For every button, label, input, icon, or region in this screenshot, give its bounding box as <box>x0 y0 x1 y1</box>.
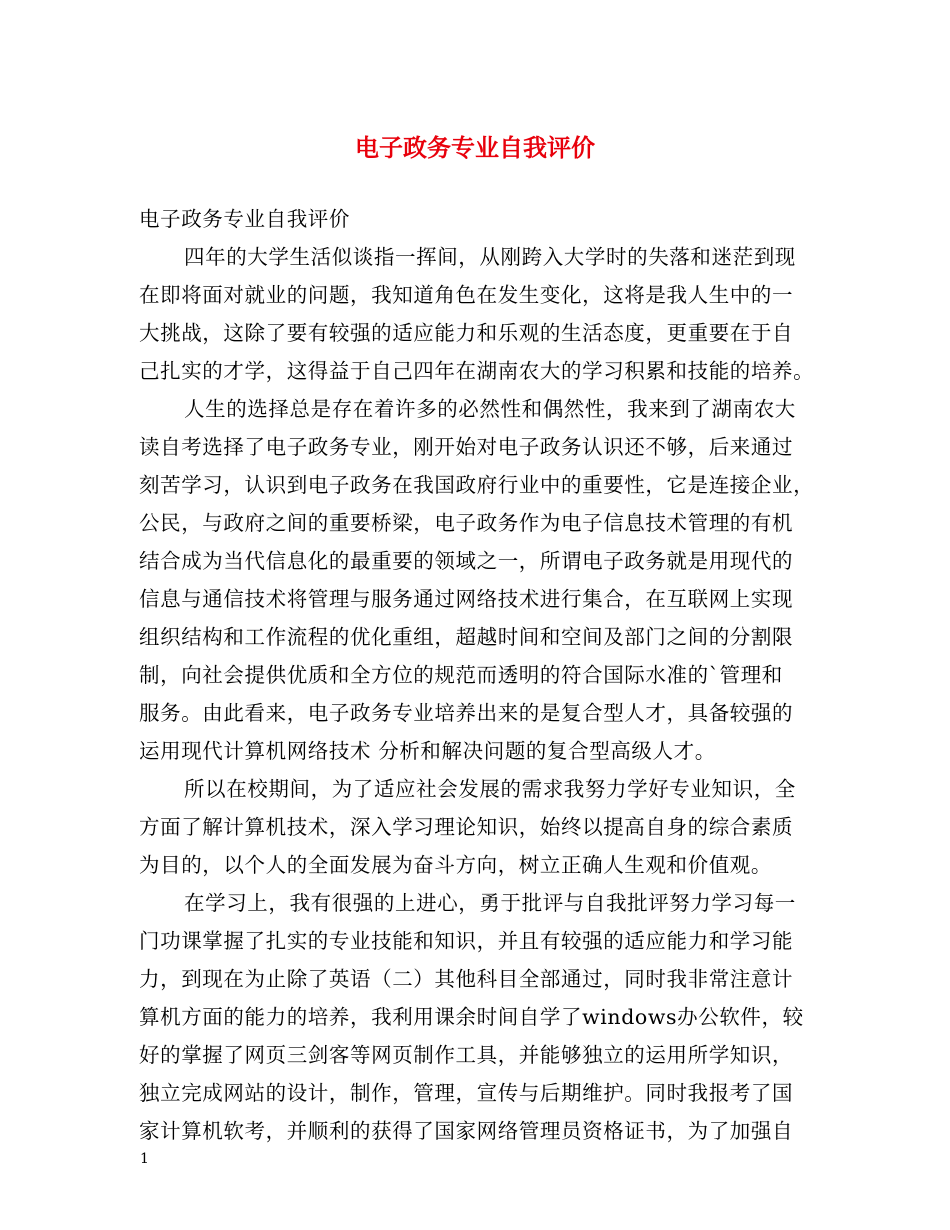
paragraph-line: 为目的，以个人的全面发展为奋斗方向，树立正确人生观和价值观。 <box>139 853 772 877</box>
paragraph-line: 运用现代计算机网络技术 分析和解决问题的复合型高级人才。 <box>139 739 716 763</box>
paragraph-line: 人生的选择总是存在着许多的必然性和偶然性，我来到了湖南农大 <box>184 397 796 421</box>
paragraph-line: 在即将面对就业的问题，我知道角色在发生变化，这将是我人生中的一 <box>139 283 794 307</box>
paragraph-line: 好的掌握了网页三剑客等网页制作工具，并能够独立的运用所学知识， <box>139 1043 794 1067</box>
subtitle-line: 电子政务专业自我评价 <box>139 207 350 231</box>
paragraph-line: 刻苦学习，认识到电子政务在我国政府行业中的重要性，它是连接企业， <box>139 473 815 497</box>
paragraph-line: 公民，与政府之间的重要桥梁，电子政务作为电子信息技术管理的有机 <box>139 511 794 535</box>
paragraph-line: 服务。由此看来，电子政务专业培养出来的是复合型人才，具备较强的 <box>139 701 794 725</box>
page-number: 1 <box>140 1151 149 1167</box>
paragraph-line: 门功课掌握了扎实的专业技能和知识，并且有较强的适应能力和学习能 <box>139 929 794 953</box>
document-title: 电子政务专业自我评价 <box>355 133 595 162</box>
paragraph-line: 方面了解计算机技术，深入学习理论知识，始终以提高自身的综合素质 <box>139 815 794 839</box>
paragraph-line: 组织结构和工作流程的优化重组，超越时间和空间及部门之间的分割限 <box>139 625 794 649</box>
paragraph-line: 独立完成网站的设计，制作，管理，宣传与后期维护。同时我报考了国 <box>139 1081 794 1105</box>
paragraph-line: 制，向社会提供优质和全方位的规范而透明的符合国际水准的`管理和 <box>139 663 783 687</box>
paragraph-line: 大挑战，这除了要有较强的适应能力和乐观的生活态度，更重要在于自 <box>139 321 794 345</box>
paragraph-line: 读自考选择了电子政务专业，刚开始对电子政务认识还不够，后来通过 <box>139 435 794 459</box>
paragraph-line: 结合成为当代信息化的最重要的领域之一，所谓电子政务就是用现代的 <box>139 549 794 573</box>
paragraph-line: 所以在校期间，为了适应社会发展的需求我努力学好专业知识，全 <box>184 777 796 801</box>
paragraph-line: 算机方面的能力的培养，我利用课余时间自学了windows办公软件，较 <box>139 1005 804 1029</box>
paragraph-line: 四年的大学生活似谈指一挥间，从刚跨入大学时的失落和迷茫到现 <box>184 245 796 269</box>
paragraph-line: 在学习上，我有很强的上进心，勇于批评与自我批评努力学习每一 <box>184 891 796 915</box>
paragraph-line: 家计算机软考，并顺利的获得了国家网络管理员资格证书，为了加强自 <box>139 1119 794 1143</box>
paragraph-line: 力，到现在为止除了英语（二）其他科目全部通过，同时我非常注意计 <box>139 967 794 991</box>
paragraph-line: 信息与通信技术将管理与服务通过网络技术进行集合，在互联网上实现 <box>139 587 794 611</box>
paragraph-line: 己扎实的才学，这得益于自己四年在湖南农大的学习积累和技能的培养。 <box>139 359 815 383</box>
document-body <box>139 200 819 1150</box>
